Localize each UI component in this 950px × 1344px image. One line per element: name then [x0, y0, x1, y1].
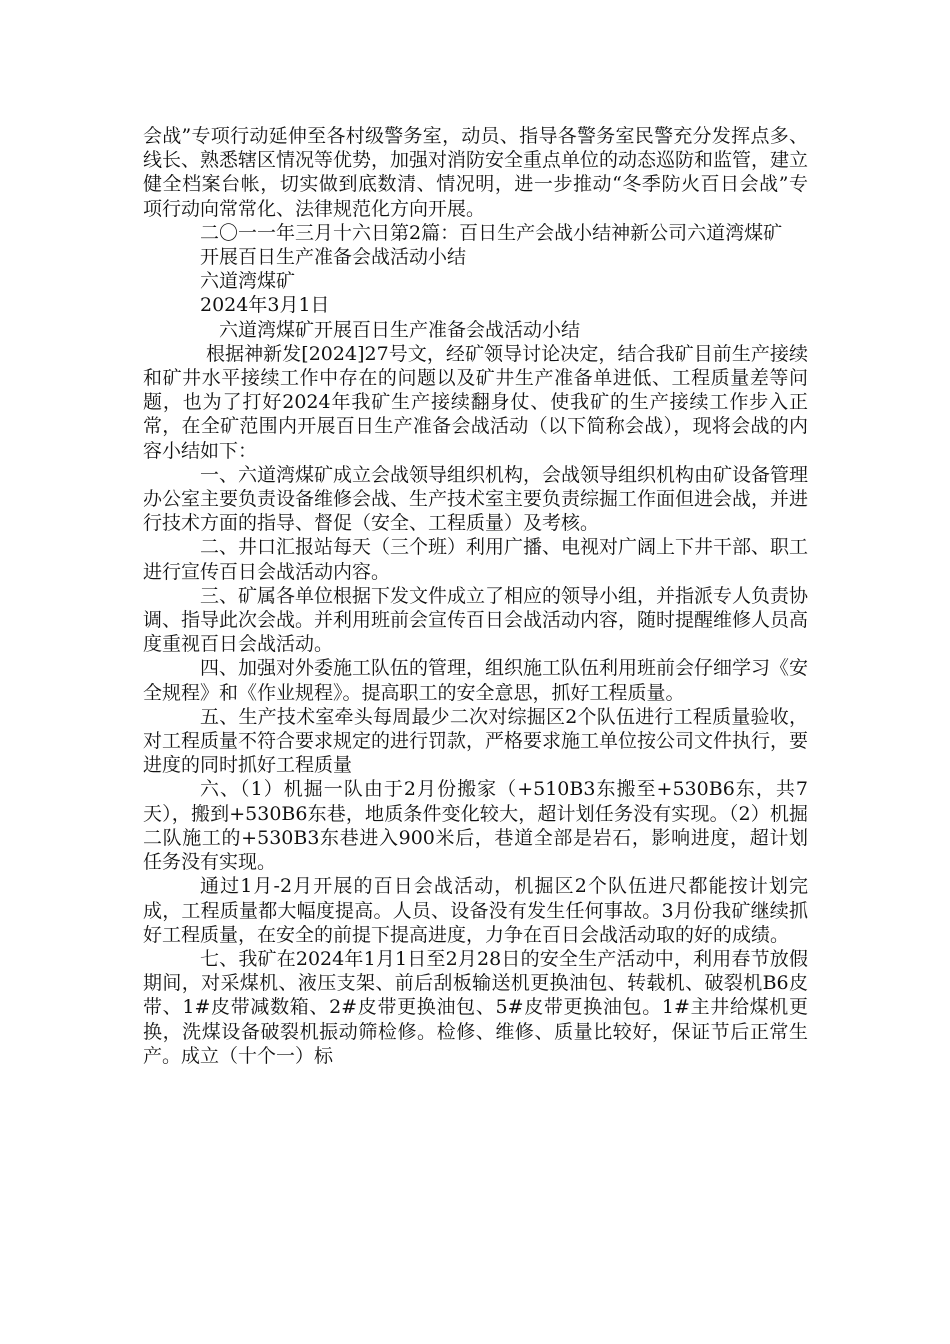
paragraph-summary: 通过1月-2月开展的百日会战活动，机掘区2个队伍进尺都能按计划完成，工程质量都大幅度提高。人员、设备没有发生任何事故。3月份我矿继续抓好工程质量，在安全的前提下提高进度，力争在百日会战活动取的好的成绩。 — [143, 875, 808, 946]
paragraph-item-2: 二、井口汇报站每天（三个班）利用广播、电视对广阔上下井干部、职工进行宣传百日会战活动内容。 — [143, 536, 809, 583]
paragraph-item-5: 五、生产技术室牵头每周最少二次对综掘区2个队伍进行工程质量验收，对工程质量不符合要求规定的进行罚款，严格要求施工单位按公司文件执行，要进度的同时抓好工程质量 — [143, 705, 809, 777]
paragraph-date-heading: 二〇一一年三月十六日第2篇：百日生产会战小结神新公司六道湾煤矿 — [200, 221, 783, 244]
document-body — [143, 124, 808, 1068]
paragraph-item-7: 七、我矿在2024年1月1日至2月28日的安全生产活动中，利用春节放假期间，对采煤机、液压支架、前后刮板输送机更换油包、转载机、破裂机B6皮带、1#皮带减数箱、2#皮带更换油包、5#皮带更换油包。1#主井给煤机更换，洗煤设备破裂机振动筛检修。检修、维修、质量比较好，保证节后正常生产。成立（十个一）标 — [143, 947, 808, 1067]
paragraph-item-4: 四、加强对外委施工队伍的管理，组织施工队伍利用班前会仔细学习《安全规程》和《作业规程》。提高职工的安全意思，抓好工程质量。 — [143, 657, 809, 704]
paragraph-org: 六道湾煤矿 — [200, 270, 296, 293]
paragraph-date: 2024年3月1日 — [200, 294, 330, 317]
paragraph-title: 开展百日生产准备会战活动小结 — [200, 246, 467, 269]
paragraph-item-6: 六、（1）机掘一队由于2月份搬家（+510B3东搬至+530B6东，共7天），搬到+530B6东巷，地质条件变化较大，超计划任务没有实现。（2）机掘二队施工的+530B3东巷进入900米后，巷道全部是岩石，影响进度，超计划任务没有实现。 — [143, 778, 808, 874]
paragraph-subtitle: 六道湾煤矿开展百日生产准备会战活动小结 — [219, 318, 581, 341]
paragraph-continuation: 会战”专项行动延伸至各村级警务室，动员、指导各警务室民警充分发挥点多、线长、熟悉辖区情况等优势，加强对消防安全重点单位的动态巡防和监管，建立健全档案台帐，切实做到底数清、情况明，进一步推动“冬季防火百日会战”专项行动向常常化、法律规范化方向开展。 — [143, 125, 809, 220]
paragraph-intro: 根据神新发[2024]27号文，经矿领导讨论决定，结合我矿目前生产接续和矿井水平接续工作中存在的问题以及矿井生产准备单进低、工程质量差等问题，也为了打好2024年我矿生产接续翻身仗、使我矿的生产接续工作步入正常，在全矿范围内开展百日生产准备会战活动（以下简称会战），现将会战的内容小结如下： — [143, 342, 808, 462]
paragraph-item-1: 一、六道湾煤矿成立会战领导组织机构，会战领导组织机构由矿设备管理办公室主要负责设备维修会战、生产技术室主要负责综掘工作面但进会战，并进行技术方面的指导、督促（安全、工程质量）及考核。 — [143, 463, 809, 535]
paragraph-item-3: 三、矿属各单位根据下发文件成立了相应的领导小组，并指派专人负责协调、指导此次会战。并利用班前会宣传百日会战活动内容，随时提醒维修人员高度重视百日会战活动。 — [143, 584, 809, 656]
